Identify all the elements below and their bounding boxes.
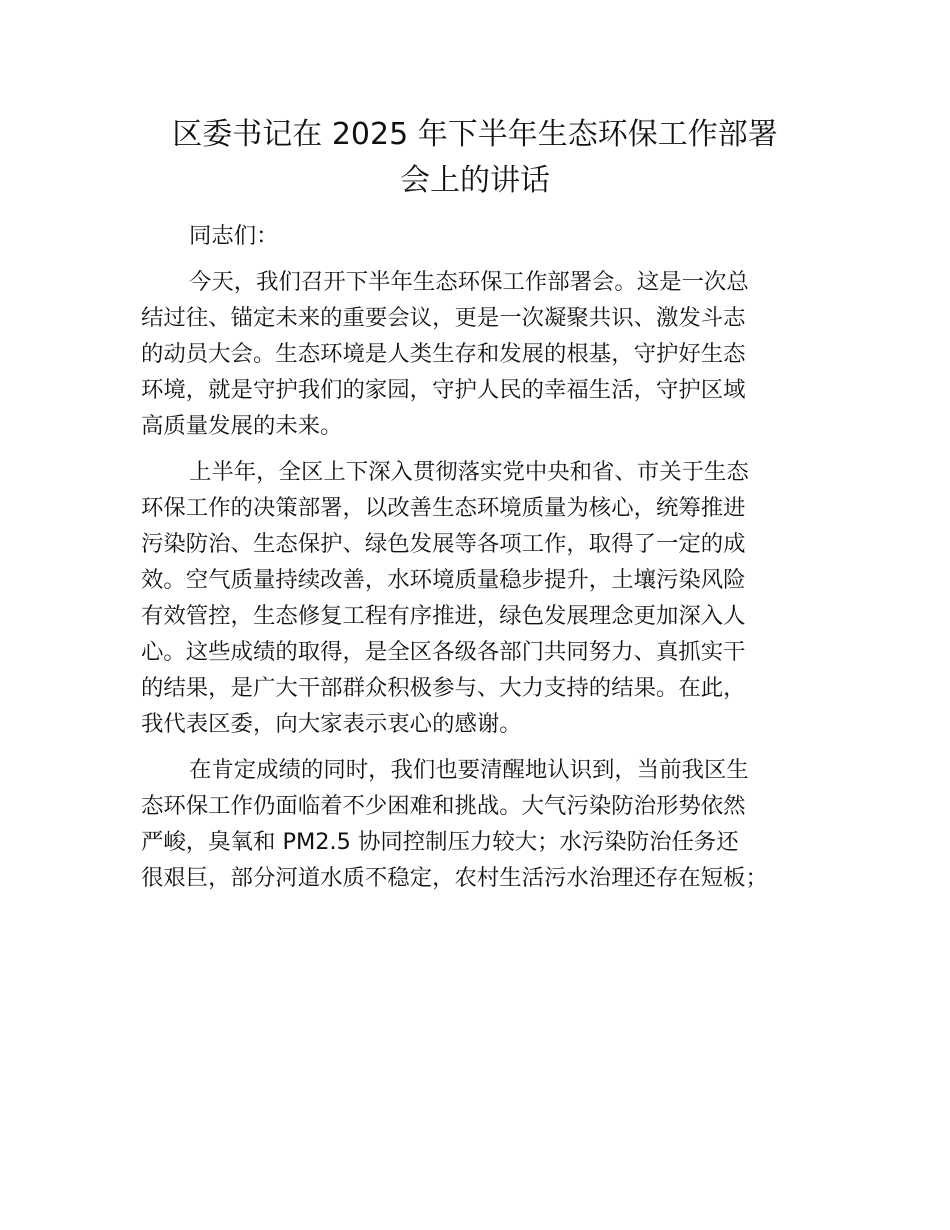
paragraph-line: 的结果，是广大干部群众积极参与、大力支持的结果。在此，	[141, 675, 746, 701]
paragraph-line: 污染防治、生态保护、绿色发展等各项工作，取得了一定的成	[141, 531, 746, 557]
paragraph-line: 很艰巨，部分河道水质不稳定，农村生活污水治理还存在短板；	[141, 865, 768, 891]
salutation	[141, 218, 811, 254]
paragraph-1	[141, 264, 811, 444]
paragraph-3	[141, 752, 811, 896]
paragraph-line: 结过往、锚定未来的重要会议，更是一次凝聚共识、激发斗志	[141, 305, 746, 331]
paragraph-line: 我代表区委，向大家表示衷心的感谢。	[141, 711, 522, 737]
paragraph-line: 心。这些成绩的取得，是全区各级各部门共同努力、真抓实干	[141, 639, 746, 665]
paragraph-line: 上半年，全区上下深入贯彻落实党中央和省、市关于生态	[189, 459, 749, 485]
paragraph-line: 效。空气质量持续改善，水环境质量稳步提升，土壤污染风险	[141, 567, 746, 593]
document-body	[141, 218, 811, 906]
title-line-1: 区委书记在 2025 年下半年生态环保工作部署	[172, 117, 778, 152]
paragraph-line: 环境，就是守护我们的家园，守护人民的幸福生活，守护区域	[141, 377, 746, 403]
paragraph-line: 环保工作的决策部署，以改善生态环境质量为核心，统筹推进	[141, 495, 746, 521]
paragraph-line: 态环保工作仍面临着不少困难和挑战。大气污染防治形势依然	[141, 793, 746, 819]
paragraph-line: 严峻，臭氧和 PM2.5 协同控制压力较大；水污染防治任务还	[141, 829, 739, 855]
paragraph-line: 在肯定成绩的同时，我们也要清醒地认识到，当前我区生	[189, 757, 749, 783]
title-line-2: 会上的讲话	[400, 163, 550, 198]
paragraph-line: 今天，我们召开下半年生态环保工作部署会。这是一次总	[189, 269, 749, 295]
paragraph-line: 高质量发展的未来。	[141, 413, 343, 439]
paragraph-2	[141, 454, 811, 742]
salutation-text: 同志们：	[189, 223, 279, 249]
page-title	[0, 112, 950, 204]
paragraph-line: 有效管控，生态修复工程有序推进，绿色发展理念更加深入人	[141, 603, 746, 629]
paragraph-line: 的动员大会。生态环境是人类生存和发展的根基，守护好生态	[141, 341, 746, 367]
